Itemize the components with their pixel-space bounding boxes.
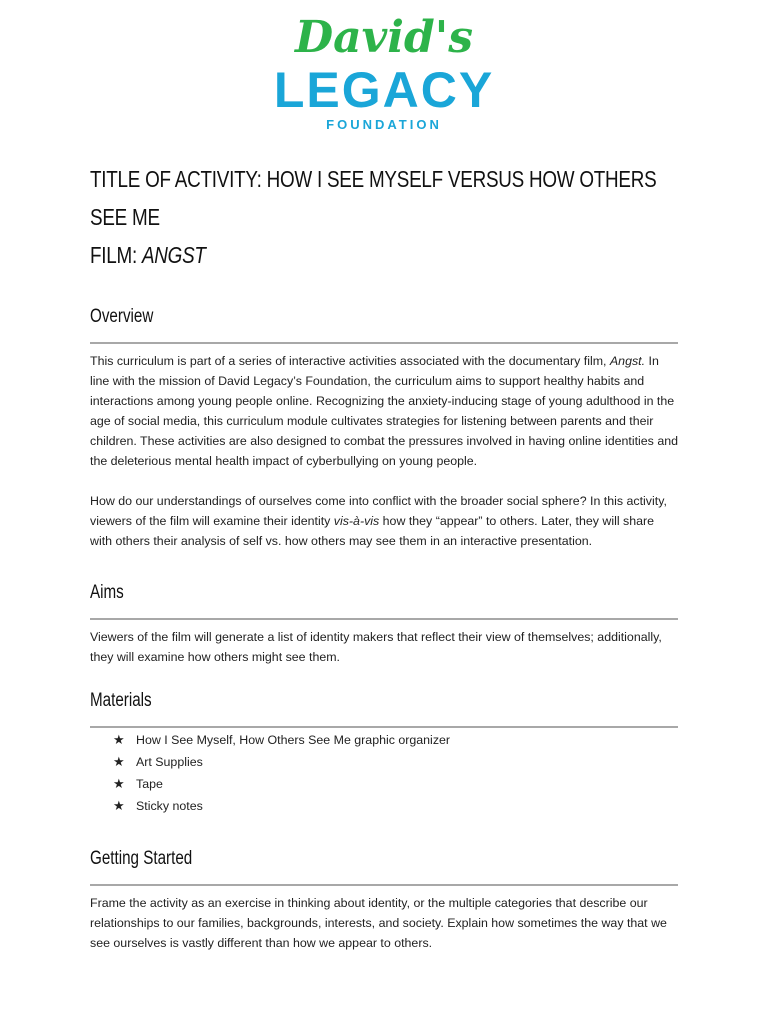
activity-title bbox=[90, 160, 680, 274]
star-bullet-icon: ★ bbox=[113, 776, 125, 791]
foundation-logo bbox=[0, 10, 768, 135]
list-item bbox=[90, 773, 678, 795]
overview-heading: Overview bbox=[90, 306, 154, 327]
star-bullet-icon: ★ bbox=[113, 732, 125, 747]
star-bullet-icon: ★ bbox=[113, 754, 125, 769]
text-run: This curriculum is part of a series of interactive activities associated with the documentary film, bbox=[90, 354, 610, 368]
text-run: how they “appear” to others. Later, they will share with others their analysis of self vs. how others may see them in an interactive presentation. bbox=[90, 514, 655, 548]
list-item-text: How I See Myself, How Others See Me graphic organizer bbox=[136, 733, 451, 747]
getting-started-section bbox=[90, 847, 678, 953]
list-item-text: Sticky notes bbox=[136, 799, 203, 813]
overview-paragraph-1 bbox=[90, 351, 678, 471]
emphasis-text: vis-à-vis bbox=[333, 514, 380, 528]
list-item bbox=[90, 795, 678, 817]
getting-started-paragraph: Frame the activity as an exercise in thinking about identity, or the multiple categories that describe our relationships to our families, backgrounds, interests, and society. Explain how sometimes the way that we see ourselves is vastly different than how we appear to others. bbox=[90, 896, 667, 950]
list-item bbox=[90, 729, 678, 751]
logo-graphic bbox=[264, 10, 504, 135]
overview-section bbox=[90, 305, 678, 551]
overview-paragraph-2 bbox=[90, 491, 678, 551]
aims-paragraph: Viewers of the film will generate a list of identity makers that reflect their view of themselves; additionally, they will examine how others might see them. bbox=[90, 630, 662, 664]
aims-section bbox=[90, 581, 678, 667]
text-run: How do our understandings of ourselves come into conflict with the broader social sphere? In this activity, viewers of the film will examine their identity bbox=[90, 494, 667, 528]
section-divider bbox=[90, 726, 678, 728]
logo-foundation-text: FOUNDATION bbox=[326, 117, 442, 132]
materials-heading: Materials bbox=[90, 690, 152, 711]
list-item-text: Art Supplies bbox=[136, 755, 203, 769]
section-divider bbox=[90, 618, 678, 620]
materials-list bbox=[90, 729, 678, 817]
text-run: In line with the mission of David Legacy’s Foundation, the curriculum aims to support healthy habits and interactions among young people online. Recognizing the anxiety-inducing stage of young adulthood in the age of social media, this curriculum module cultivates strategies for listening between parents and their children. These activities are also designed to combat the pressures involved in having online identities and the deleterious mental health impact of cyberbullying on young people. bbox=[90, 354, 678, 468]
materials-section bbox=[90, 689, 678, 817]
logo-script-text: David's bbox=[295, 12, 473, 63]
film-name: ANGST bbox=[141, 242, 206, 268]
logo-block-text: LEGACY bbox=[273, 62, 495, 118]
document-body bbox=[90, 160, 678, 953]
list-item-text: Tape bbox=[136, 777, 163, 791]
star-bullet-icon: ★ bbox=[113, 798, 125, 813]
section-divider bbox=[90, 884, 678, 886]
section-divider bbox=[90, 342, 678, 344]
getting-started-heading: Getting Started bbox=[90, 848, 193, 869]
aims-heading: Aims bbox=[90, 582, 124, 603]
film-title-inline: Angst. bbox=[609, 354, 646, 368]
film-prefix: FILM: bbox=[90, 242, 142, 268]
list-item bbox=[90, 751, 678, 773]
title-line: TITLE OF ACTIVITY: HOW I SEE MYSELF VERSUS HOW OTHERS SEE ME bbox=[90, 166, 657, 230]
